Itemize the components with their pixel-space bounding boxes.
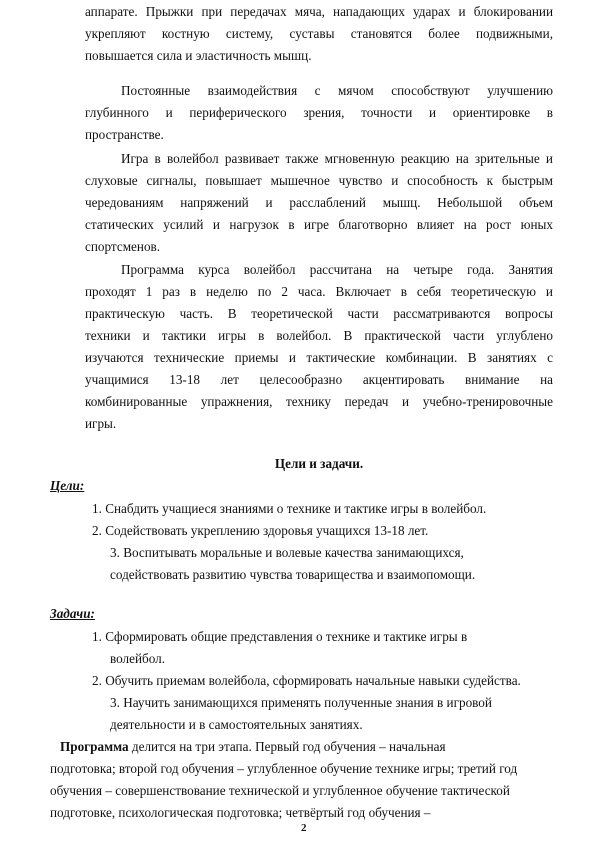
- task-item: деятельности и в самостоятельных занятиях.: [110, 717, 363, 732]
- paragraph-line: Программа курса волейбол рассчитана на четыре года. Занятия: [121, 262, 553, 277]
- paragraph-line: слуховые сигналы, повышает мышечное чувство и способность к быстрым: [85, 173, 553, 188]
- paragraph-line: игры.: [85, 416, 117, 431]
- section-title: Цели и задачи.: [274, 456, 364, 471]
- goal-item: 2. Содействовать укреплению здоровья учащихся 13-18 лет.: [92, 523, 429, 538]
- closing-first-line: [60, 739, 446, 755]
- paragraph-line: учащимися 13-18 лет целесообразно акцентировать внимание на: [85, 372, 553, 387]
- closing-line: обучения – совершенствование технической и углубленное обучение тактической: [50, 783, 510, 798]
- closing-line-text: делится на три этапа. Первый год обучения – начальная: [128, 739, 446, 754]
- paragraph-line: Постоянные взаимодействия с мячом способствуют улучшению: [121, 83, 553, 98]
- page-number: 2: [301, 822, 307, 834]
- closing-bold-lead: Программа: [60, 739, 129, 754]
- paragraph-line: комбинированные упражнения, технику передач и учебно-тренировочные: [85, 394, 553, 409]
- paragraph-line: глубинного и периферического зрения, точности и ориентировке в: [85, 105, 553, 120]
- task-item: волейбол.: [110, 651, 166, 666]
- task-item: 3. Научить занимающихся применять полученные знания в игровой: [110, 695, 492, 710]
- goal-item: 3. Воспитывать моральные и волевые качества занимающихся,: [110, 545, 464, 560]
- paragraph-line: техники и тактики игры в волейбол. В практической части углублено: [85, 328, 553, 343]
- goal-item: содействовать развитию чувства товарищества и взаимопомощи.: [110, 567, 476, 582]
- task-item: 1. Сформировать общие представления о технике и тактике игры в: [92, 629, 468, 644]
- paragraph-line: пространстве.: [85, 127, 164, 142]
- closing-line: подготовка; второй год обучения – углубленное обучение технике игры; третий год: [50, 761, 518, 776]
- paragraph-line: проходят 1 раз в неделю по 2 часа. Включает в себя теоретическую и: [85, 284, 553, 299]
- paragraph-line: повышается сила и эластичность мышц.: [85, 48, 312, 63]
- closing-line: подготовке, психологическая подготовка; четвёртый год обучения –: [50, 805, 431, 820]
- paragraph-line: укрепляют костную систему, суставы становятся более подвижными,: [85, 26, 553, 41]
- goal-item: 1. Снабдить учащиеся знаниями о технике и тактике игры в волейбол.: [92, 501, 487, 516]
- paragraph-line: аппарате. Прыжки при передачах мяча, нападающих ударах и блокировании: [85, 4, 553, 19]
- paragraph-line: статических усилий и нагрузок в игре благотворно влияет на рост юных: [85, 217, 553, 232]
- tasks-label: Задачи:: [50, 606, 95, 621]
- paragraph-line: изучаются технические приемы и тактические комбинации. В занятиях с: [85, 350, 553, 365]
- paragraph-line: спортсменов.: [85, 239, 161, 254]
- paragraph-line: практическую часть. В теоретической части рассматриваются вопросы: [85, 306, 553, 321]
- task-item: 2. Обучить приемам волейбола, сформировать начальные навыки судейства.: [92, 673, 521, 688]
- paragraph-line: Игра в волейбол развивает также мгновенную реакцию на зрительные и: [121, 151, 553, 166]
- paragraph-line: чередованиям напряжений и расслаблений мышц. Небольшой объем: [85, 195, 553, 210]
- goals-label: Цели:: [50, 478, 85, 493]
